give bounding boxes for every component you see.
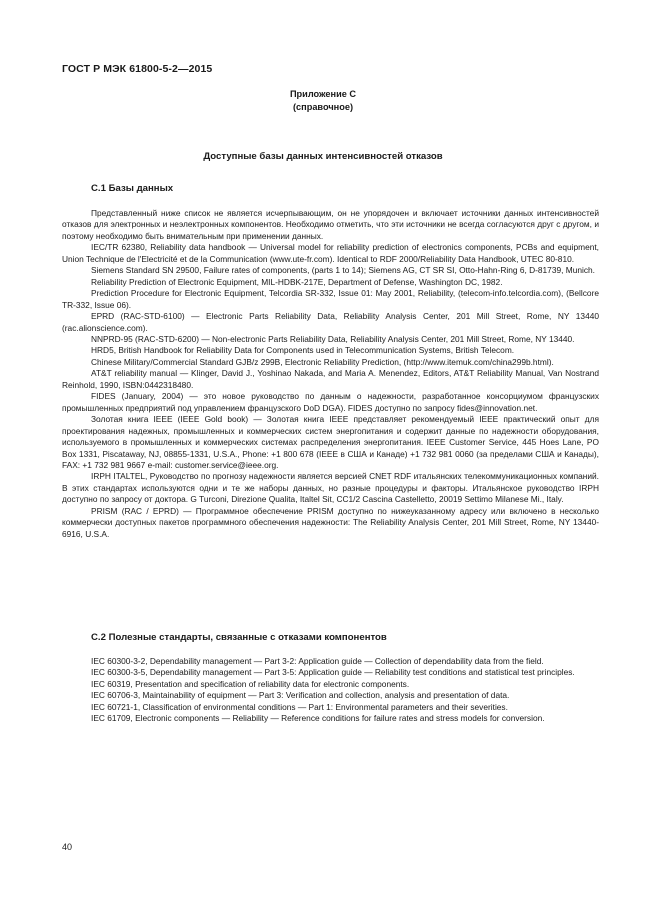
standard-header: ГОСТ Р МЭК 61800-5-2—2015 xyxy=(62,63,213,75)
document-title: Доступные базы данных интенсивностей отказов xyxy=(203,151,443,162)
paragraph: IRPH ITALTEL, Руководство по прогнозу надежности является версией CNET RDF итальянских телекоммуникационных компаний. В этих стандартах используются одни и те же наборы данных, но разные процедуры и факторы. Итальянское руководство IRPH доступно по запросу от доктора. G Turconi, Direzione Qualita, Italtel Sit, CC1/2 Cascina Castelletto, 20019 Settimo Milanese Mi., Italy. xyxy=(62,471,599,505)
paragraph: EPRD (RAC-STD-6100) — Electronic Parts Reliability Data, Reliability Analysis Center, 201 Mill Street, Rome, NY 13440 (rac.alionscience.com). xyxy=(62,311,599,333)
paragraph: FIDES (January, 2004) — это новое руководство по данным о надежности, разработанное консорциумом французских промышленных предприятий под управлением французского DoD DGA). FIDES доступно по запросу fides@innovation.net. xyxy=(62,391,599,413)
paragraph: IEC 60706-3, Maintainability of equipment — Part 3: Verification and collection, analysis and presentation of data. xyxy=(91,690,510,701)
section-heading-c2: С.2 Полезные стандарты, связанные с отказами компонентов xyxy=(91,632,387,643)
section-heading-c1: С.1 Базы данных xyxy=(91,183,174,194)
paragraph: IEC 60300-3-2, Dependability management — Part 3-2: Application guide — Collection of dependability data from the field. xyxy=(91,656,544,666)
appendix-title: Приложение С xyxy=(289,89,357,99)
paragraph: NNPRD-95 (RAC-STD-6200) — Non-electronic Parts Reliability Data, Reliability Analysis Center, 201 Mill Street, Rome, NY 13440. xyxy=(91,333,575,344)
paragraph: IEC 61709, Electronic components — Reliability — Reference conditions for failure rates and stress models for conversion. xyxy=(91,713,545,724)
section-body-c1 xyxy=(62,208,599,540)
appendix-subtitle: (справочное) xyxy=(292,102,353,112)
paragraph: AT&T reliability manual — Klinger, David J., Yoshinao Nakada, and Maria A. Menendez, Editors, AT&T Reliability Manual, Van Nostrand Reinhold, 1990, ISBN:0442318480. xyxy=(62,368,599,390)
section-body-c2 xyxy=(62,656,599,725)
paragraph: PRISM (RAC / EPRD) — Программное обеспечение PRISM доступно по нижеуказанному адресу или включено в несколько коммерчески доступных пакетов программного обеспечения надежности: The Reliability Analysis Center, 201 Mill Street, Rome, NY 13440-6916, U.S.A. xyxy=(62,505,599,539)
paragraph: IEC 60300-3-5, Dependability management — Part 3-5: Application guide — Reliability test conditions and statistical test principles. xyxy=(91,667,575,678)
paragraph: Chinese Military/Commercial Standard GJB/z 299B, Electronic Reliability Prediction, (http://www.itemuk.com/china299b.html). xyxy=(91,356,554,367)
paragraph: IEC 60319, Presentation and specification of reliability data for electronic components. xyxy=(91,678,410,689)
paragraph: Золотая книга IEEE (IEEE Gold book) — Золотая книга IEEE представляет рекомендуемый IEEE практический опыт для проектирования надежных, промышленных и коммерческих систем энергопитания и содержит данные по надежности оборудования, используемого в промышленных и коммерческих системах распределения энергопитания. IEEE Customer Service, 445 Hoes Lane, PO Box 1331, Piscataway, NJ, 08855-1331, U.S.A., Phone: +1 800 678 (IEEE в США и Канаде) +1 732 981 0060 (за пределами США и Канады), FAX: +1 732 981 9667 e-mail: customer.service@ieee.org. xyxy=(62,414,599,470)
paragraph: Siemens Standard SN 29500, Failure rates of components, (parts 1 to 14); Siemens AG, CT SR SI, Otto-Hahn-Ring 6, D-81739, Munich. xyxy=(91,265,595,276)
paragraph: IEC 60721-1, Classification of environmental conditions — Part 1: Environmental parameters and their severities. xyxy=(91,701,508,712)
paragraph: Представленный ниже список не является исчерпывающим, он не упорядочен и включает источники данных интенсивностей отказов для электронных и неэлектронных компонентов. Необходимо отметить, что эти источники не всегда согласуются друг с другом, и поэтому необходимо быть внимательным при применении данных. xyxy=(62,208,599,241)
paragraph: Reliability Prediction of Electronic Equipment, MIL-HDBK-217E, Department of Defense, Washington DC, 1982. xyxy=(91,276,503,287)
paragraph: HRD5, British Handbook for Reliability Data for Components used in Telecommunication Systems, British Telecom. xyxy=(91,345,515,356)
page-number: 40 xyxy=(62,842,73,852)
paragraph: IEC/TR 62380, Reliability data handbook — Universal model for reliability prediction of electronics components, PCBs and equipment, Union Technique de l'Electricité et de la Communication (www.ute-fr.com). Identical to RDF 2000/Reliability Data Handbook, UTEC 80-810. xyxy=(62,242,599,264)
paragraph: Prediction Procedure for Electronic Equipment, Telcordia SR-332, Issue 01: May 2001, Reliability, (telecom-info.telcordia.com), (Bellcore TR-332, Issue 06). xyxy=(62,288,599,310)
